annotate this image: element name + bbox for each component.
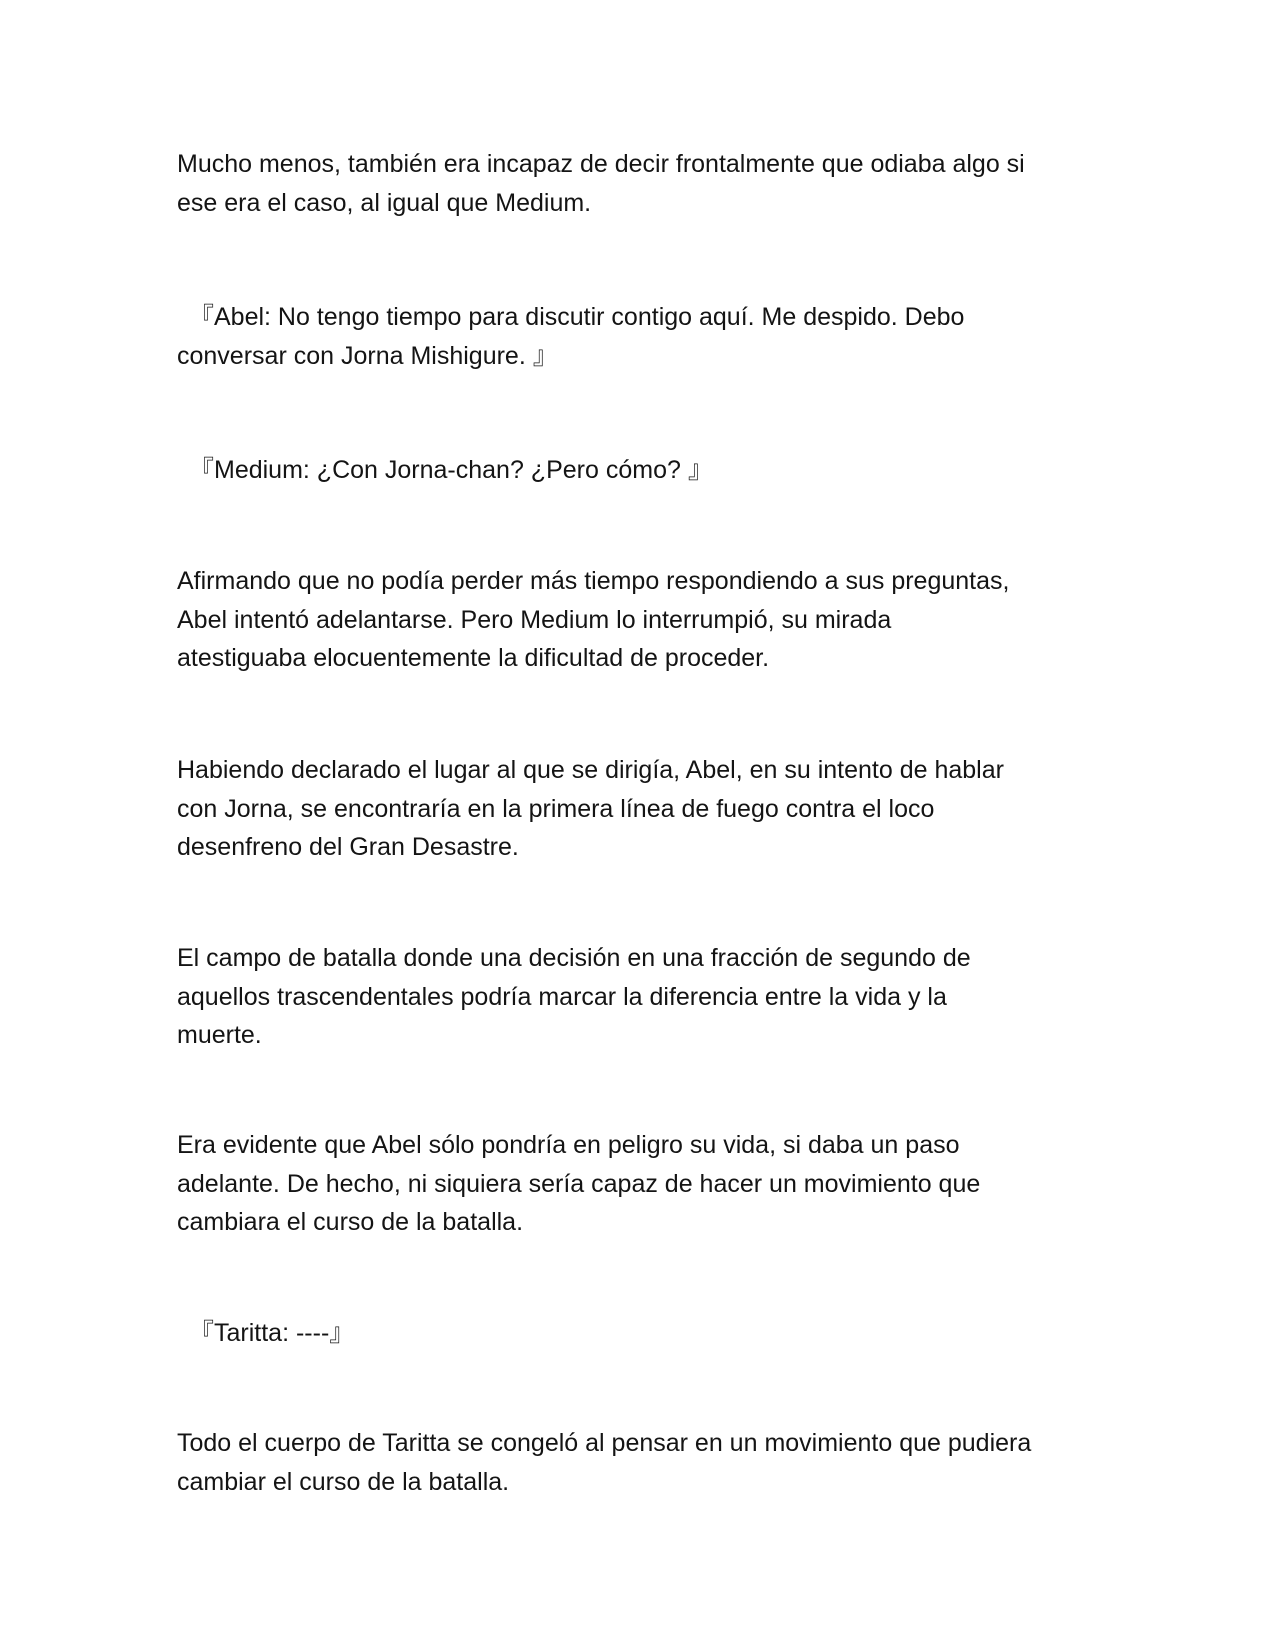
text-line: Habiendo declarado el lugar al que se dirigía, Abel, en su intento de hablar [177,756,1004,784]
text-line: Todo el cuerpo de Taritta se congeló al pensar en un movimiento que pudiera [177,1429,1032,1457]
text-line: Era evidente que Abel sólo pondría en peligro su vida, si daba un paso [177,1131,960,1159]
text-line: ese era el caso, al igual que Medium. [177,188,592,217]
text-line: 『Medium: ¿Con Jorna-chan? ¿Pero cómo? 』 [189,456,713,484]
text-line: conversar con Jorna Mishigure. 』 [177,341,558,370]
text-line: adelante. De hecho, ni siquiera sería capaz de hacer un movimiento que [177,1169,981,1198]
paragraph-9 [177,1424,1117,1501]
paragraph-6 [177,939,1117,1055]
text-line: muerte. [177,1021,262,1049]
dialogue-medium [177,451,1117,490]
text-line: desenfreno del Gran Desastre. [177,833,519,861]
dialogue-abel [177,298,1117,375]
text-line: 『Taritta: ----』 [189,1319,355,1347]
dialogue-taritta [177,1314,1117,1353]
text-line: atestiguaba elocuentemente la dificultad de proceder. [177,644,770,672]
text-line: Abel intentó adelantarse. Pero Medium lo interrumpió, su mirada [177,605,892,634]
text-line: con Jorna, se encontraría en la primera línea de fuego contra el loco [177,794,935,823]
paragraph-4 [177,562,1117,678]
paragraph-7 [177,1126,1117,1242]
text-line: El campo de batalla donde una decisión en una fracción de segundo de [177,944,971,972]
paragraph-5 [177,751,1117,867]
paragraph-1 [177,145,1117,222]
text-line: Afirmando que no podía perder más tiempo respondiendo a sus preguntas, [177,567,1010,595]
text-line: aquellos trascendentales podría marcar la diferencia entre la vida y la [177,982,947,1011]
text-line: cambiar el curso de la batalla. [177,1467,510,1496]
text-line: Mucho menos, también era incapaz de decir frontalmente que odiaba algo si [177,150,1025,178]
text-line: cambiara el curso de la batalla. [177,1208,524,1236]
text-line: 『Abel: No tengo tiempo para discutir contigo aquí. Me despido. Debo [189,303,965,331]
